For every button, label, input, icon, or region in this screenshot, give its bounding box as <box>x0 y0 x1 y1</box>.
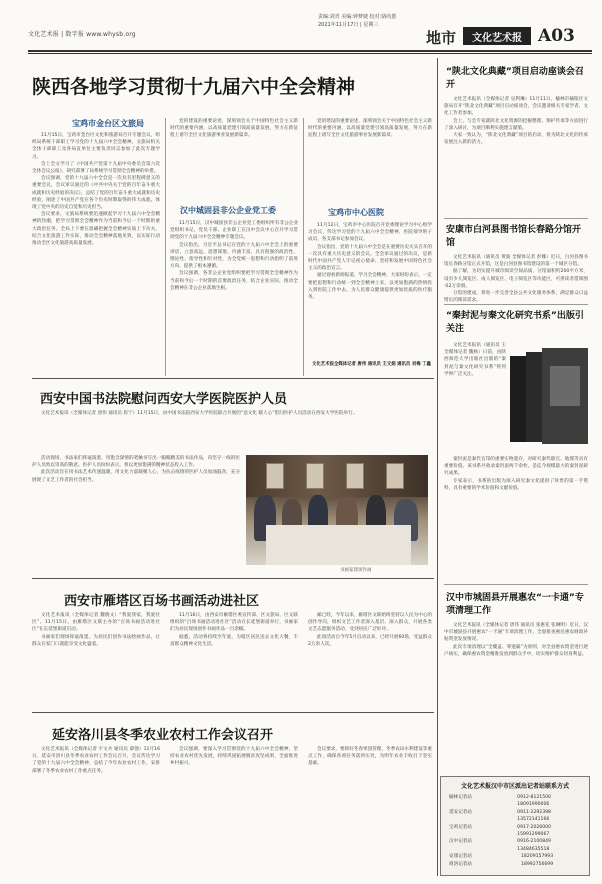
contact-phone: 18209157993 <box>521 854 554 860</box>
main-subhead-2: 汉中城固县非公企业党工委 <box>180 206 276 215</box>
calligraphy-p2: 活动现场，书法家们挥毫泼墨，用饱含深情的笔触书写出一幅幅精美的书法作品，向坚守一线的医护人员致以崇高的敬意。医护人员纷纷表示，将以更加饱满的精神状态投入工作。 <box>32 456 240 469</box>
main-byline: 文化艺术报全媒体记者 唐伟 通讯员 王文娟 通讯员 刘梅 丁鑫 <box>312 362 431 367</box>
main-col2 <box>170 220 298 374</box>
contact-phone: 18992756699 <box>521 861 554 867</box>
book-front-art <box>550 366 580 406</box>
contact-phone: 0911-2292398 13572141166 <box>517 809 551 823</box>
yanta-col1-p2: 书画家们现场挥毫泼墨，为居民们创作书法绘画作品，让群众在家门口就能享受文化盛宴。 <box>32 634 160 647</box>
yanta-col1 <box>32 612 160 708</box>
photo-caption: 书画家现场作画 <box>340 568 372 573</box>
main-col3 <box>308 222 432 360</box>
luochuan-col2 <box>170 746 298 876</box>
calligraphy-lead <box>32 410 432 452</box>
side-3-body-a <box>444 342 506 452</box>
side-1-p3: 大家一致认为，“陕北文化典藏”项目的启动，将为陕北文化的传承发展注入新的活力。 <box>444 133 588 146</box>
luochuan-p2: 会议强调，要深入学习贯彻党的十九届六中全会精神，坚持农业农村优先发展，持续巩固拓展脱贫攻坚成果，全面推进乡村振兴。 <box>170 747 298 767</box>
photo-scroll <box>346 463 364 489</box>
contact-name: 安康记者站 <box>449 854 472 860</box>
book-cover-image <box>510 346 588 444</box>
calligraphy-headline: 西安中国书法院慰问西安大学医院医护人员 <box>40 392 288 407</box>
calligraphy-body <box>32 455 240 571</box>
luochuan-col1 <box>32 746 160 876</box>
yanta-col2-p1: 11月16日，由西安市雁塔区委宣传部、区文旅局、区文联组织的“百场书画活动进社区”活动在长延堡街道举行，书画家们为居民现场创作书画作品一百余幅。 <box>170 613 298 633</box>
contact-phone: 0912-8121500 18091990006 <box>517 795 551 808</box>
main-col3-p2: 11月12日，宝鸡市中心医院召开党委理论学习中心组学习会议，传达学习党的十九届六中全会精神，医院领导班子成员、各支部书记参加会议。 <box>308 223 432 243</box>
main-col1-p2: 会上全文学习了《中国共产党第十九届中央委员会第六次全体会议公报》，研究部署了局系统学习贯彻全会精神的举措。 <box>32 161 160 175</box>
divider <box>303 118 304 376</box>
main-col3-p1: 党的建设的重要论述，深刻领会关于中国特色社会主义新时代的重要内涵，以高质量党建引领高质量发展，努力在新征程上谱写全区文化旅游事业发展新篇章。 <box>308 119 432 139</box>
photo-scroll <box>386 463 404 489</box>
yanta-col2-p2: 据悉，活动将持续至年底，为辖区居民送去文化大餐，丰富群众精神文化生活。 <box>170 634 298 647</box>
main-col2-top <box>170 118 298 202</box>
side-4-p1: 文化艺术报讯（全媒体记者 唐伟 通讯员 张惠花 张琳明）近日，汉中市城固县开展惠农“一卡通”专项清理工作，全面排查惠民惠农财政补贴资金发放情况。 <box>444 623 588 643</box>
main-col2-p4: 会议强调，各非公企业党组织要把学习贯彻全会精神作为当前和今后一个时期的首要政治任务，结合企业实际，推动全会精神在非公企业落地生根。 <box>170 271 298 291</box>
contact-row <box>441 824 589 839</box>
contact-row <box>441 838 589 853</box>
side-2-p3: 分馆的建成，将进一步完善全县公共文化服务体系，满足群众日益增长的阅读需求。 <box>444 291 588 304</box>
newspaper-logo: 文化艺术报 <box>463 27 531 45</box>
section-rule <box>32 578 434 579</box>
yanta-col2 <box>170 612 298 708</box>
side-1-headline: “陕北文化典藏”项目启动座谈会召开 <box>446 67 584 90</box>
side-3-p1: 文化艺术报讯（通讯员 王 全媒体记者 魏杨）日前，由陕西师范大学出版社出版的“秦封泥与秦文化研究书系”得到学界广泛关注。 <box>444 343 506 377</box>
contact-phone: 0917-2026000 15991299067 <box>517 824 551 838</box>
header-site: 文化艺术报 | 数字报 www.whysb.org <box>28 31 136 38</box>
yanta-col3 <box>308 612 432 708</box>
contact-name: 商洛记者站 <box>449 861 472 867</box>
main-headline: 陕西各地学习贯彻十九届六中全会精神 <box>32 76 356 98</box>
book-spine <box>510 356 526 442</box>
contact-row <box>441 861 589 868</box>
calligraphy-p3: 此次活动旨在用书法艺术传递温暖，用文化力量凝聚人心，为抗击疫情的医护人员加油鼓劲，充分展现了文艺工作者的社会担当。 <box>32 470 240 483</box>
luochuan-headline: 延安洛川县冬季农业农村工作会议召开 <box>52 728 274 743</box>
yanta-headline: 西安市雁塔区百场书画活动进社区 <box>64 594 260 609</box>
contact-row <box>441 794 589 809</box>
side-2-headline: 安康市白河县图书馆长春路分馆开馆 <box>446 225 582 248</box>
header-credits <box>318 13 396 29</box>
section-rule <box>32 378 434 379</box>
book-spine <box>526 352 542 442</box>
main-col3-top <box>308 118 432 202</box>
main-col2-p3: 会议指出，习近平总书记在党的十九届六中全会上的重要讲话，立意高远、思想深邃、内涵丰富，具有很强的政治性、理论性、指导性和针对性，为全党统一思想和行动指明了前进方向，提供了根本遵循。 <box>170 242 298 270</box>
contact-phone: 0916-2100849 13484635518 <box>517 839 551 852</box>
yanta-col3-p1: 邮已经，今年以来，雁塔区文联始终坚持以人民为中心的创作导向，组织文艺工作者深入基层、深入群众，开展各类文艺志愿服务活动，受到居民广泛好评。 <box>308 613 432 633</box>
main-col1-p4: 会议要求，文旅局系统要迅速掀起学习十九届六中全会精神的热潮，把学习贯彻全会精神作为当前和今后一个时期的重大政治任务。全局上下要在准确把握全会精神实质上下功夫，结合文化旅游工作实际，推动全会精神落地见效，以实际行动推动全区文化旅游高质量发展。 <box>32 212 160 247</box>
sidebar-rule <box>444 584 588 585</box>
side-3-p2: 秦封泥是秦代官印的重要实物遗存，对研究秦代职官、地理等具有重要价值。该书系共收录秦封泥两千余枚，是迄今规模最大的秦封泥研究成果。 <box>444 457 588 477</box>
contact-box <box>440 776 590 876</box>
section-rule <box>32 712 434 713</box>
main-col2-p2: 11月15日，汉中城固县非公企业党工委组织所有非公企业党组织书记、党员干部、企业职工在汉中会议中心召开学习贯彻党的十九届六中全会精神专题会议。 <box>170 221 298 241</box>
side-4-body <box>444 622 588 772</box>
yanta-col1-p1: 文化艺术报讯（全媒体记者 魏晓文）“我爱我家，我爱社区”。11月15日，由雁塔区文联主办的“百场书画活动进社区”在长延堡街道启动。 <box>32 613 160 633</box>
side-1-p1: 文化艺术报讯（全媒体记者 皇利琳）11月11日，榆林市榆阳区文旅局召开“陕北文化典藏”项目启动座谈会，会议邀请相关专家学者、文化工作者参加。 <box>444 97 588 117</box>
side-4-headline: 汉中市城固县开展惠农“一卡通”专项清理工作 <box>446 593 584 616</box>
side-4-p2: 此次专项清理以“全覆盖、零遗漏”为原则，对全县惠农资金进行逐户核实，确保惠农资金精准发放到群众手中，切实维护群众切身利益。 <box>444 644 588 657</box>
header-editors: 责编:刘青 美编:钟梦婕 校对:骆尚蕙 <box>318 14 397 20</box>
sidebar-rule <box>444 218 588 219</box>
main-col1 <box>32 132 160 372</box>
header-date: 2021年11月17日 | 星期三 <box>318 22 379 28</box>
contact-row <box>441 853 589 860</box>
photo-scroll <box>306 463 324 489</box>
header-rule <box>28 50 592 52</box>
side-3-headline: “秦封泥与秦文化研究书系”出版引关注 <box>446 311 584 334</box>
main-col2-p1: 党的建设的重要论述，深刻领会关于中国特色社会主义新时代的重要内涵，以高质量党建引领高质量发展，努力在新征程上谱写全区文化旅游事业发展新篇章。 <box>170 119 298 139</box>
header-rule-thin <box>28 53 592 54</box>
side-2-p2: 据了解，为切实提升城市阅读空间品质，分馆面积约200平方米，设有少儿阅览区、成人阅览区、电子阅览区等功能区，可供读者借阅图书2万余册。 <box>444 269 588 289</box>
contact-title: 文化艺术报汉中市区派出记者站联系方式 <box>460 783 569 790</box>
contact-name: 延安记者站 <box>449 809 472 815</box>
contact-name: 宝鸡记者站 <box>449 824 472 830</box>
side-1-body <box>444 96 588 214</box>
side-3-p3: 专家表示，书系的出版为深入研究秦文化提供了珍贵的第一手资料，具有重要的学术价值和文献价值。 <box>444 478 588 491</box>
main-col1-p1: 11月15日，宝鸡市金台区文化和旅游局召开专题会议，组织局系统干部职工学习党的十九届六中全会精神。文旅局机关全体干部职工及各局直单位主要负责同志参加了此次专题学习。 <box>32 133 160 160</box>
calligraphy-photo <box>246 455 428 565</box>
luochuan-p3: 会议要求，要抓好冬春果园管理、冬季农田水利建设等重点工作，确保各项任务落到实处，为明年农业丰收打下坚实基础。 <box>308 747 432 767</box>
luochuan-p1: 文化艺术报讯（全媒体记者 宇文兵 通讯员 薛强）11月16日，延安市洛川县冬季农业农村工作会议召开，会议传达学习了党的十九届六中全会精神，总结了今年农业农村工作，安排部署了冬季农业农村工作重点任务。 <box>32 747 160 774</box>
page-header <box>6 3 596 53</box>
photo-scroll <box>266 463 284 489</box>
main-col1-p3: 会议强调，党的十九届六中全会是一次具有里程碑意义的重要会议，会议审议通过的《中共中央关于党的百年奋斗重大成就和历史经验的决议》，总结了党的百年奋斗重大成就和历史经验，阐述了中国共产党在各个历史时期取得的伟大成就。体现了党中央的历史自觉和历史担当。 <box>32 176 160 211</box>
luochuan-col3 <box>308 746 432 876</box>
sidebar-divider <box>437 58 438 876</box>
contact-list <box>441 794 589 868</box>
yanta-col3-p2: 此项活动自今年5月启动以来，已经开展60场，受益群众2万余人次。 <box>308 634 432 647</box>
photo-table <box>266 525 411 565</box>
contact-row <box>441 809 589 824</box>
main-col3-p3: 会议指出，党的十九届六中全会是在重要历史关头召开的一次具有重大历史意义的会议。全会审议通过的决议，是新时代中国共产党人牢记初心使命、坚持和发展中国特色社会主义的政治宣言。 <box>308 244 432 272</box>
side-3-body-b <box>444 456 588 576</box>
calligraphy-p1: 文化艺术报讯（全媒体记者 唐伟 通讯员 崔宁）11月15日，由中国书法院西安大学医院联合开展的“送文化 暖人心”慰问医护人员活动在西安大学医院举行。 <box>41 411 358 416</box>
side-1-p2: 会上，与会专家就陕北文化资源的挖掘整理、保护传承等方面进行了深入研讨，为项目顺利实施建言献策。 <box>444 118 588 131</box>
main-subhead-3: 宝鸡市中心医院 <box>328 208 384 217</box>
section-label: 地市 <box>426 29 457 47</box>
page-number: A03 <box>538 26 575 46</box>
main-subhead-1: 宝鸡市金台区文旅局 <box>72 119 144 128</box>
sidebar-rule <box>444 304 588 305</box>
book-front <box>542 348 588 444</box>
main-col3-p4: 通过观看新闻报道、学习全会精神，大家纷纷表示，一定要把思想和行动统一到全会精神上来，以更加饱满的热情投入到医院工作中去，为人民群众健康提供更加优质的医疗服务。 <box>308 273 432 301</box>
contact-name: 榆林记者站 <box>449 795 472 800</box>
contact-name: 汉中记者站 <box>449 839 472 845</box>
divider <box>165 118 166 376</box>
side-2-p1: 文化艺术报讯（通讯员 黄波 全媒体记者 彭娜）近日，白河县图书馆长春路分馆正式开馆，这是白河县图书馆建设的第一个城区分馆。 <box>444 255 588 268</box>
